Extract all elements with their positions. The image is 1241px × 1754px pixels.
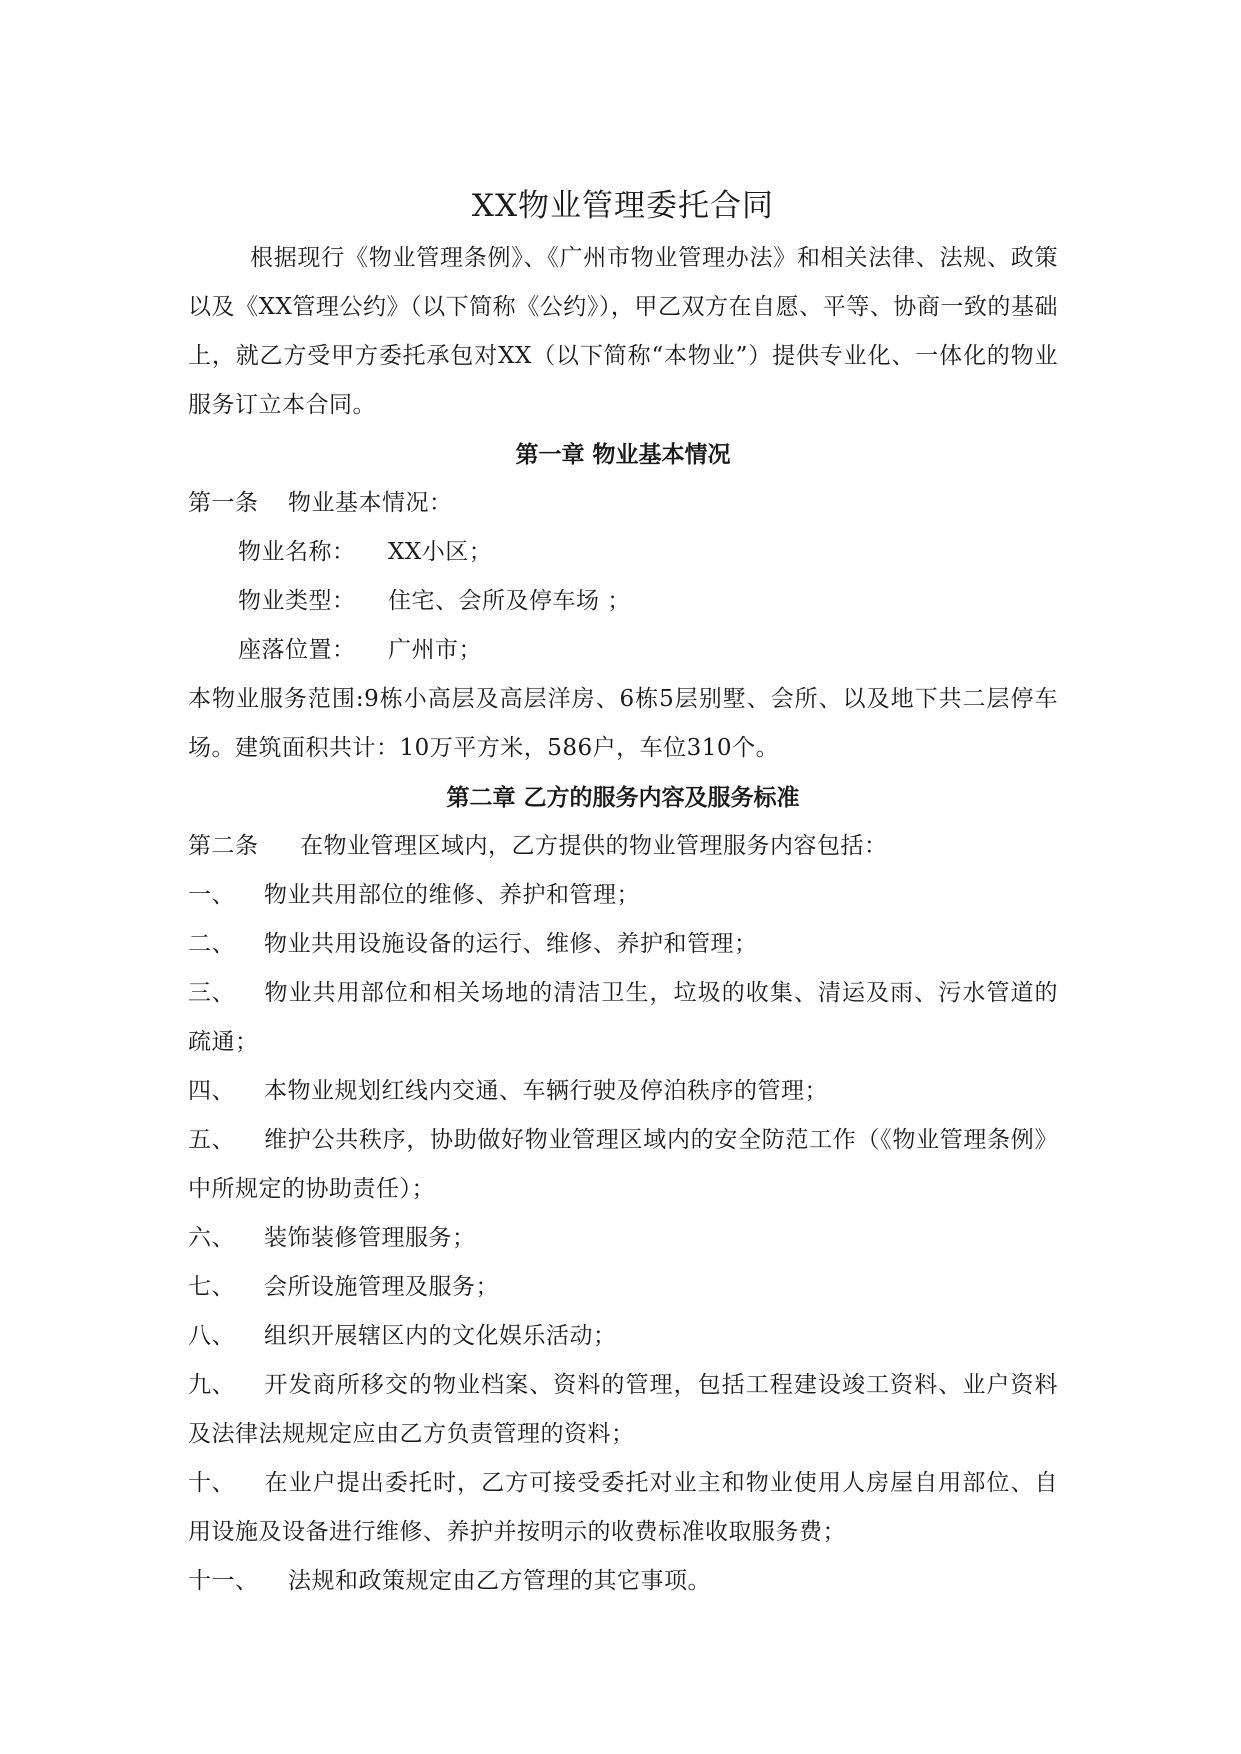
field-key: 物业名称： xyxy=(238,539,356,565)
list-item-number: 一、 xyxy=(188,882,235,908)
field-value: 广州市； xyxy=(388,637,482,663)
preamble-paragraph: 根据现行《物业管理条例》、《广州市物业管理办法》和相关法律、法规、政策以及《XX管理公约》（以下简称《公约》），甲乙双方在自愿、平等、协商一致的基础上，就乙方受甲方委托承包对XX（以下简称“本物业”）提供专业化、一体化的物业服务订立本合同。 xyxy=(188,245,1058,418)
list-item xyxy=(188,920,1058,969)
field-value: XX小区； xyxy=(388,539,493,565)
list-item-text: 开发商所移交的物业档案、资料的管理，包括工程建设竣工资料、业户资料及法律法规规定应由乙方负责管理的资料； xyxy=(188,1372,1058,1447)
list-item-text: 会所设施管理及服务； xyxy=(264,1274,499,1300)
document-body xyxy=(188,178,1058,1606)
chapter-1-heading: 第一章 物业基本情况 xyxy=(515,441,731,468)
list-item-text: 法规和政策规定由乙方管理的其它事项。 xyxy=(288,1568,711,1594)
field-property-type xyxy=(188,577,1058,626)
list-item-number: 三、 xyxy=(188,980,235,1006)
list-item-text: 在业户提出委托时，乙方可接受委托对业主和物业使用人房屋自用部位、自用设施及设备进行维修、养护并按明示的收费标准收取服务费； xyxy=(188,1470,1058,1545)
list-item-number: 四、 xyxy=(188,1078,235,1104)
list-item-number: 九、 xyxy=(188,1372,235,1398)
list-item xyxy=(188,1067,1058,1116)
article-2 xyxy=(188,822,1058,871)
field-key: 座落位置： xyxy=(238,637,356,663)
list-item-number: 十、 xyxy=(188,1470,235,1496)
list-item-text: 组织开展辖区内的文化娱乐活动； xyxy=(264,1323,617,1349)
list-item xyxy=(188,1214,1058,1263)
chapter-2-heading: 第二章 乙方的服务内容及服务标准 xyxy=(446,784,800,811)
list-item-number: 二、 xyxy=(188,931,235,957)
field-location xyxy=(188,626,1058,675)
list-item xyxy=(188,1361,1058,1459)
list-item-text: 物业共用部位和相关场地的清洁卫生，垃圾的收集、清运及雨、污水管道的疏通； xyxy=(188,980,1058,1055)
list-item xyxy=(188,1557,1058,1606)
list-item-number: 六、 xyxy=(188,1225,235,1251)
list-item-number: 十一、 xyxy=(188,1568,259,1594)
list-item-number: 七、 xyxy=(188,1274,235,1300)
list-item-text: 装饰装修管理服务； xyxy=(264,1225,476,1251)
article-1 xyxy=(188,479,1058,528)
list-item xyxy=(188,1263,1058,1312)
field-key: 物业类型： xyxy=(238,588,356,614)
list-item xyxy=(188,871,1058,920)
list-item xyxy=(188,1459,1058,1557)
list-item xyxy=(188,1116,1058,1214)
list-item-number: 八、 xyxy=(188,1323,235,1349)
list-item xyxy=(188,1312,1058,1361)
list-item-text: 物业共用设施设备的运行、维修、养护和管理； xyxy=(264,931,758,957)
article-1-text: 物业基本情况： xyxy=(288,490,453,516)
list-item-text: 本物业规划红线内交通、车辆行驶及停泊秩序的管理； xyxy=(264,1078,828,1104)
list-item-number: 五、 xyxy=(188,1127,235,1153)
list-item xyxy=(188,969,1058,1067)
list-item-text: 物业共用部位的维修、养护和管理； xyxy=(264,882,640,908)
service-scope-paragraph: 本物业服务范围:9栋小高层及高层洋房、6栋5层别墅、会所、以及地下共二层停车场。建筑面积共计：10万平方米，586户，车位310个。 xyxy=(188,686,1058,761)
field-value: 住宅、会所及停车场 ； xyxy=(388,588,631,614)
article-1-label: 第一条 xyxy=(188,490,259,516)
list-item-text: 维护公共秩序，协助做好物业管理区域内的安全防范工作（《物业管理条例》中所规定的协助责任）； xyxy=(188,1127,1058,1202)
document-title: XX物业管理委托合同 xyxy=(471,188,775,224)
field-property-name xyxy=(188,528,1058,577)
article-2-text: 在物业管理区域内，乙方提供的物业管理服务内容包括： xyxy=(300,833,888,859)
article-2-label: 第二条 xyxy=(188,833,259,859)
